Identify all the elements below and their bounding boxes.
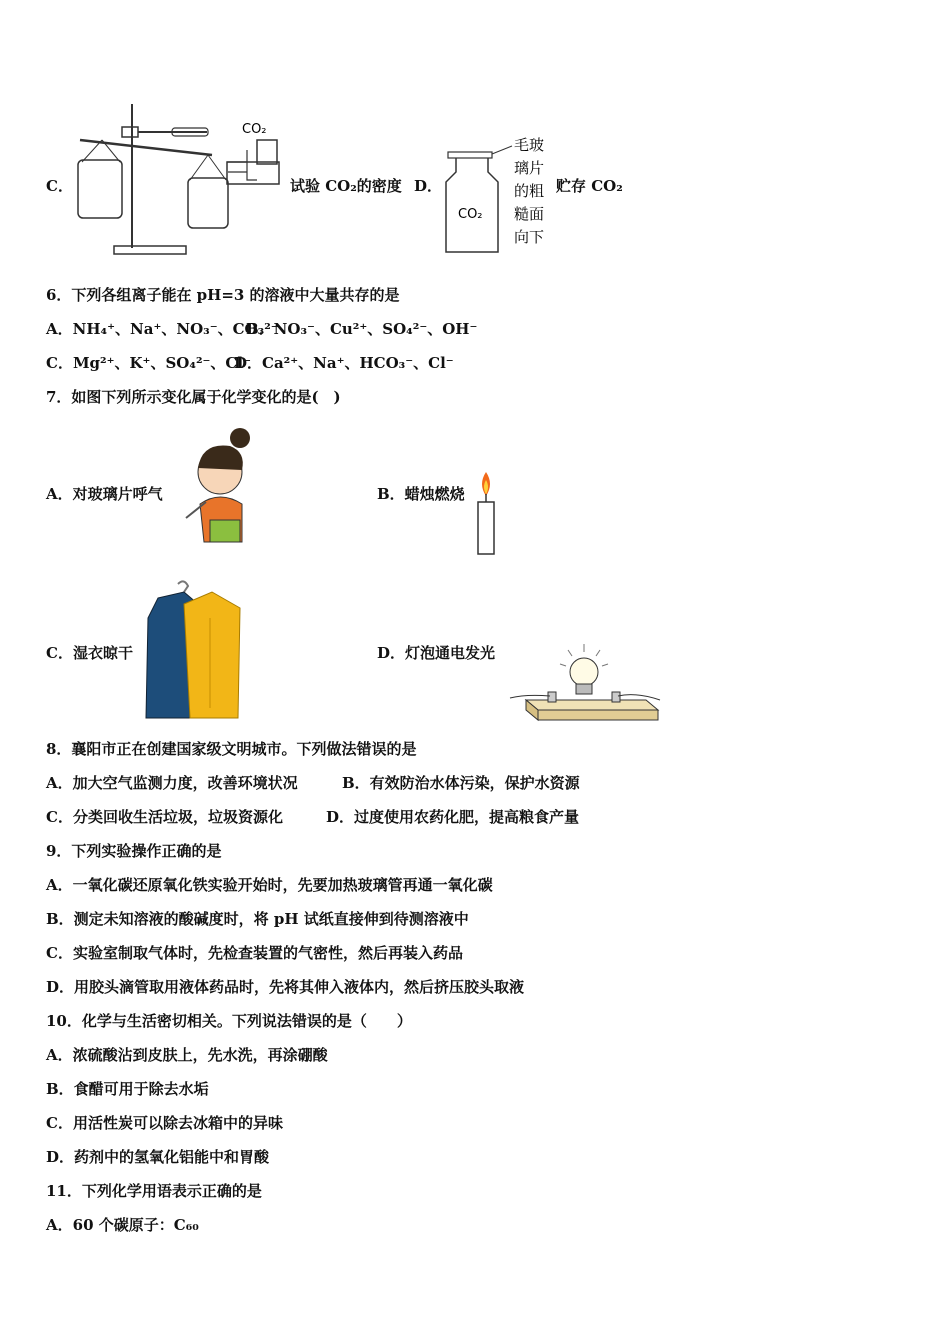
q9-stem: 9．下列实验操作正确的是 [46, 842, 222, 860]
glass-note-line-1: 毛玻 [514, 136, 545, 154]
co2-label-d: CO₂ [458, 207, 483, 222]
q8-option-c: C．分类回收生活垃圾，垃圾资源化 [46, 808, 283, 826]
q8-option-d: D．过度使用农药化肥，提高粮食产量 [326, 808, 580, 826]
q7-option-b: B．蜡烛燃烧 [377, 485, 465, 503]
gas-bottle-figure [440, 132, 560, 257]
q5-option-d-label: D． [414, 177, 443, 195]
q8-option-b: B．有效防治水体污染，保护水资源 [342, 774, 580, 792]
girl-breathing-figure [180, 424, 260, 546]
q8-stem: 8．襄阳市正在创建国家级文明城市。下列做法错误的是 [46, 740, 417, 758]
q10-stem: 10．化学与生活密切相关。下列说法错误的是（ ） [46, 1012, 412, 1030]
light-bulb-circuit-figure [506, 640, 662, 725]
balance-apparatus-figure [72, 100, 287, 260]
glass-note-line-5: 向下 [514, 228, 545, 246]
glass-note-line-3: 的粗 [514, 182, 545, 200]
q10-option-d: D．药剂中的氢氧化铝能中和胃酸 [46, 1148, 270, 1166]
q6-option-a: A．NH₄⁺、Na⁺、NO₃⁻、CO₃²⁻ [46, 320, 279, 338]
q9-option-b: B．测定未知溶液的酸碱度时，将 pH 试纸直接伸到待测溶液中 [46, 910, 469, 928]
candle-figure [472, 470, 500, 556]
glass-note-line-2: 璃片 [514, 159, 545, 177]
q6-option-c: C．Mg²⁺、K⁺、SO₄²⁻、Cl⁻ [46, 354, 251, 372]
q10-option-a: A．浓硫酸沾到皮肤上，先水洗，再涂硼酸 [46, 1046, 328, 1064]
q11-option-a: A．60 个碳原子：C₆₀ [46, 1216, 199, 1234]
wet-clothes-figure [140, 578, 244, 723]
q10-option-b: B．食醋可用于除去水垢 [46, 1080, 209, 1098]
co2-label-c: CO₂ [242, 122, 267, 137]
q10-option-c: C．用活性炭可以除去冰箱中的异味 [46, 1114, 283, 1132]
q5-option-d-caption: 贮存 CO₂ [556, 177, 623, 195]
q11-stem: 11．下列化学用语表示正确的是 [46, 1182, 262, 1200]
q6-option-b: B．NO₃⁻、Cu²⁺、SO₄²⁻、OH⁻ [246, 320, 478, 338]
q9-option-a: A．一氧化碳还原氧化铁实验开始时，先要加热玻璃管再通一氧化碳 [46, 876, 493, 894]
q5-option-c-label: C． [46, 177, 73, 195]
q7-option-a: A．对玻璃片呼气 [46, 485, 163, 503]
q7-stem: 7．如图下列所示变化属于化学变化的是( ) [46, 388, 341, 406]
q8-option-a: A．加大空气监测力度，改善环境状况 [46, 774, 298, 792]
q6-option-d: D．Ca²⁺、Na⁺、HCO₃⁻、Cl⁻ [234, 354, 454, 372]
q5-option-c-caption: 试验 CO₂的密度 [290, 177, 402, 195]
glass-note-line-4: 糙面 [514, 205, 545, 223]
q9-option-c: C．实验室制取气体时，先检查装置的气密性，然后再装入药品 [46, 944, 463, 962]
q7-option-c: C．湿衣晾干 [46, 644, 133, 662]
q6-stem: 6．下列各组离子能在 pH=3 的溶液中大量共存的是 [46, 286, 400, 304]
q9-option-d: D．用胶头滴管取用液体药品时，先将其伸入液体内，然后挤压胶头取液 [46, 978, 525, 996]
q7-option-d: D．灯泡通电发光 [377, 644, 496, 662]
